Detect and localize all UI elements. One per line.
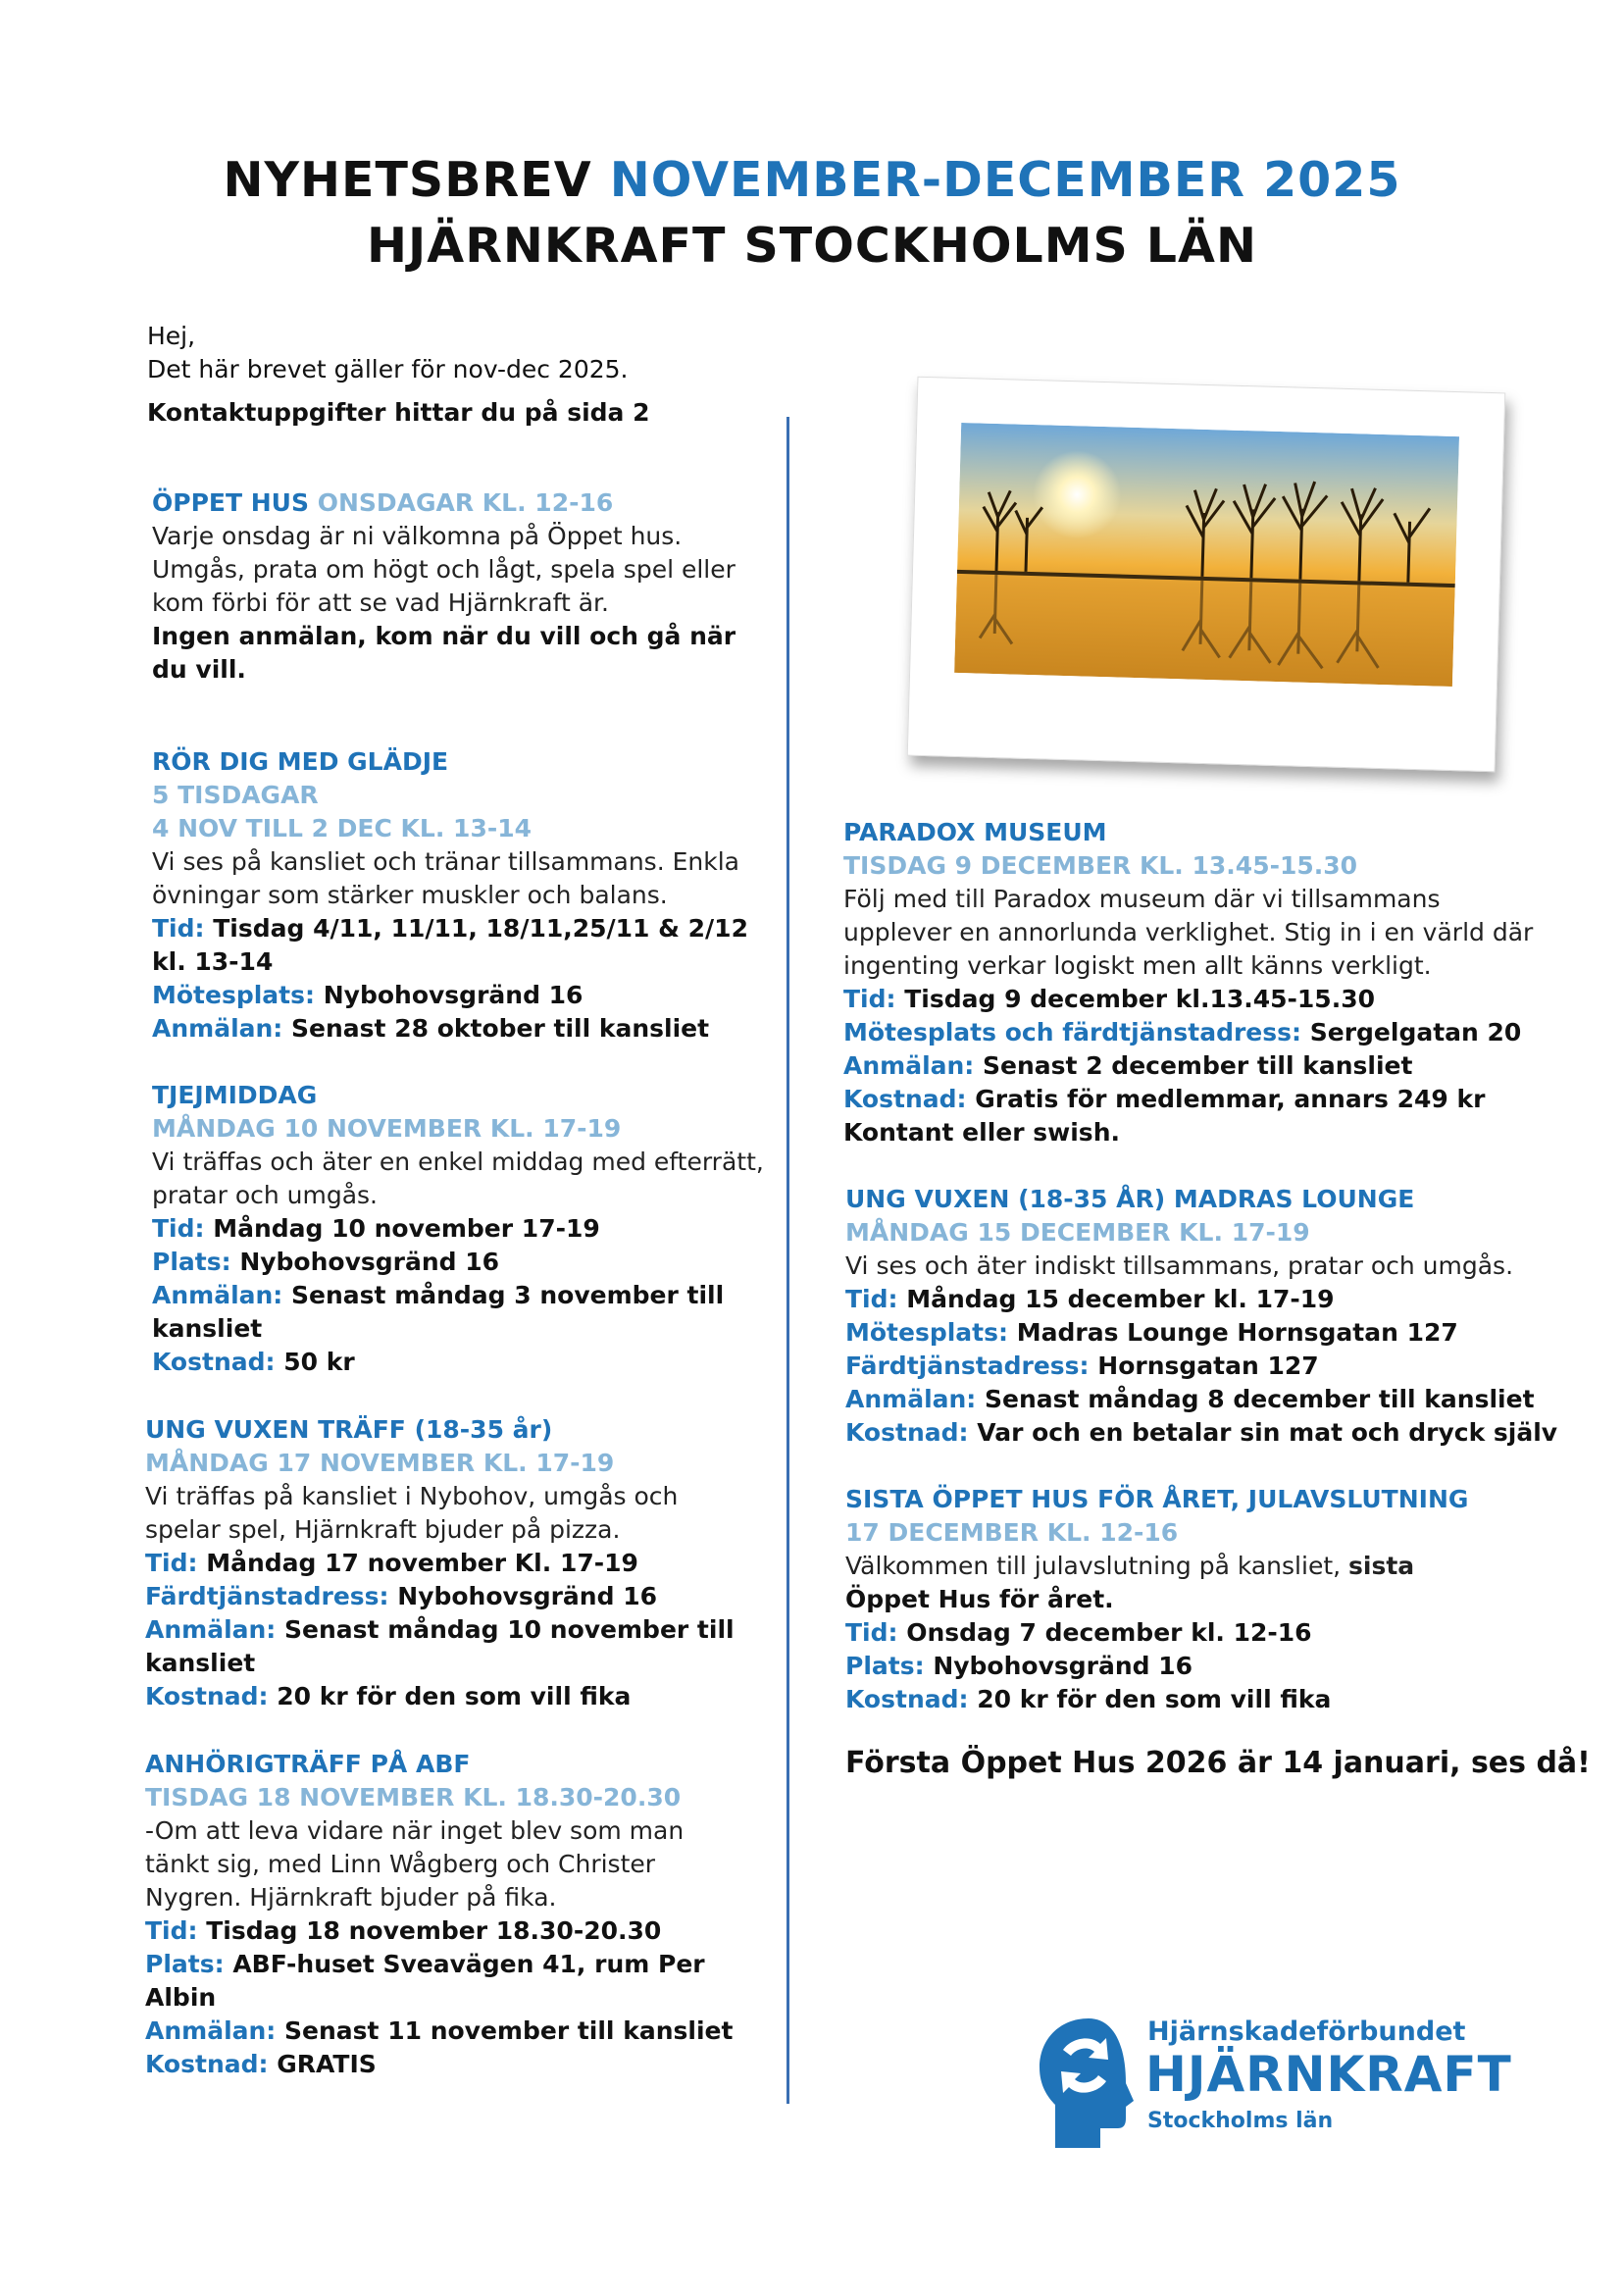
anmalan-row: [845, 1383, 1600, 1416]
row-value: Var och en betalar sin mat och dryck själv: [977, 1418, 1558, 1447]
row-value: Nybohovsgränd 16: [323, 981, 584, 1009]
body-line: ingenting verkar logiskt men allt känns verkligt.: [843, 951, 1432, 980]
section-heading: ANHÖRIGTRÄFF PÅ ABF: [145, 1750, 471, 1778]
row-value: GRATIS: [277, 2050, 377, 2078]
row-label: Tid:: [843, 985, 896, 1013]
row-label: Anmälan:: [843, 1051, 975, 1080]
kostnad-row: [152, 1346, 780, 1379]
body-plain: Välkommen till julavslutning på kansliet,: [845, 1552, 1342, 1580]
body-line: Vi träffas på kansliet i Nybohov, umgås och: [145, 1482, 679, 1510]
section-sista: [845, 1483, 1600, 1716]
kostnad-row: [145, 1680, 783, 1713]
section-subheading: TISDAG 9 DECEMBER KL. 13.45-15.30: [843, 851, 1358, 880]
row-label: Anmälan:: [152, 1281, 283, 1309]
intro: [147, 320, 650, 430]
intro-greeting: Hej,: [147, 322, 196, 350]
plats-row: [152, 979, 780, 1012]
row-label: Kostnad:: [145, 1682, 269, 1710]
logo-region: Stockholms län: [1147, 2109, 1334, 2133]
section-subheading: TISDAG 18 NOVEMBER KL. 18.30-20.30: [145, 1783, 682, 1811]
row-value: Måndag 15 december kl. 17-19: [906, 1285, 1335, 1313]
kostnad-row: [843, 1083, 1599, 1116]
row-value: Gratis för medlemmar, annars 249 kr: [975, 1085, 1486, 1113]
tid-row: [145, 1547, 783, 1580]
body-line: upplever en annorlunda verklighet. Stig in i en värld där: [843, 918, 1534, 946]
fardtjanst-row: [145, 1580, 783, 1613]
landscape-photo: [907, 377, 1506, 773]
body-line: Vi ses på kansliet och tränar tillsammans. Enkla: [152, 847, 739, 876]
row-value: Senast måndag 10 november till: [284, 1615, 735, 1644]
fardtjanst-row: [845, 1350, 1600, 1383]
body-line: övningar som stärker muskler och balans.: [152, 881, 668, 909]
row-value: Madras Lounge Hornsgatan 127: [1016, 1318, 1458, 1347]
head-logo-icon: [1032, 2011, 1140, 2158]
row-label: Plats:: [152, 1248, 231, 1276]
section-ung-vuxen: [145, 1413, 783, 1713]
kostnad-row-cont: Kontant eller swish.: [843, 1118, 1120, 1147]
row-value: 50 kr: [283, 1348, 355, 1376]
page-title: [0, 152, 1624, 208]
row-value: Nybohovsgränd 16: [933, 1652, 1193, 1680]
row-label: Kostnad:: [845, 1418, 969, 1447]
section-heading: SISTA ÖPPET HUS FÖR ÅRET, JULAVSLUTNING: [845, 1485, 1469, 1513]
intro-line: Det här brevet gäller för nov-dec 2025.: [147, 355, 629, 383]
row-label: Tid:: [145, 1549, 198, 1577]
bold-line: Ingen anmälan, kom när du vill och gå när: [152, 622, 736, 650]
tid-row-cont: kl. 13-14: [152, 947, 274, 976]
row-label: Kostnad:: [145, 2050, 269, 2078]
anmalan-row: [145, 2015, 783, 2048]
row-value: Måndag 10 november 17-19: [213, 1214, 600, 1243]
page-subtitle: HJÄRNKRAFT STOCKHOLMS LÄN: [367, 218, 1257, 274]
row-label: Tid:: [145, 1916, 198, 1945]
heading-dark: ÖPPET HUS: [152, 488, 309, 517]
body-line: [845, 1550, 1600, 1583]
body-bold: sista: [1348, 1552, 1415, 1580]
section-subheading: 4 NOV TILL 2 DEC KL. 13-14: [152, 814, 533, 842]
row-value: Senast måndag 8 december till kansliet: [985, 1385, 1535, 1413]
section-tjejmiddag: [152, 1079, 780, 1379]
row-label: Anmälan:: [145, 2016, 277, 2045]
body-line: Vi träffas och äter en enkel middag med efterrätt,: [152, 1148, 764, 1176]
anmalan-row: [843, 1049, 1599, 1083]
closing-message: Första Öppet Hus 2026 är 14 januari, ses då!: [845, 1746, 1591, 1780]
logo-name: HJÄRNKRAFT: [1145, 2046, 1512, 2103]
section-heading: UNG VUXEN TRÄFF (18-35 år): [145, 1415, 553, 1444]
tid-row: [145, 1914, 783, 1948]
title-prefix: NYHETSBREV: [223, 152, 592, 208]
row-value: Nybohovsgränd 16: [397, 1582, 657, 1610]
row-label: Tid:: [845, 1285, 898, 1313]
row-value: Senast 2 december till kansliet: [983, 1051, 1413, 1080]
section-subheading: MÅNDAG 10 NOVEMBER KL. 17-19: [152, 1114, 622, 1143]
section-oppet-hus: [152, 486, 760, 687]
row-value: Onsdag 7 december kl. 12-16: [906, 1618, 1312, 1647]
bold-line: du vill.: [152, 655, 246, 684]
row-label: Tid:: [845, 1618, 898, 1647]
row-value: Senast 28 oktober till kansliet: [291, 1014, 710, 1043]
tid-row: [152, 1212, 780, 1246]
plats-row: [152, 1246, 780, 1279]
section-subheading: 5 TISDAGAR: [152, 781, 319, 809]
anmalan-row-cont: kansliet: [152, 1314, 263, 1343]
body-line: -Om att leva vidare när inget blev som man: [145, 1816, 685, 1845]
body-line: Varje onsdag är ni välkomna på Öppet hus.: [152, 522, 683, 550]
row-label: Plats:: [145, 1950, 225, 1978]
row-label: Kostnad:: [152, 1348, 276, 1376]
tid-row: [843, 983, 1599, 1016]
tid-row: [845, 1616, 1600, 1650]
row-value: ABF-huset Sveavägen 41, rum Per Albin: [145, 1950, 705, 2012]
column-divider: [787, 417, 789, 2104]
plats-row: [145, 1948, 783, 2015]
row-value: 20 kr för den som vill fika: [277, 1682, 632, 1710]
anmalan-row: [152, 1012, 780, 1046]
row-label: Färdtjänstadress:: [845, 1352, 1090, 1380]
body-bold-line: Öppet Hus för året.: [845, 1585, 1114, 1613]
row-value: Senast 11 november till kansliet: [284, 2016, 734, 2045]
title-accent: NOVEMBER-DECEMBER 2025: [609, 152, 1401, 208]
section-heading: TJEJMIDDAG: [152, 1081, 318, 1109]
kostnad-row: [145, 2048, 783, 2081]
row-value: Nybohovsgränd 16: [239, 1248, 500, 1276]
anmalan-row: [152, 1279, 780, 1312]
anmalan-row-cont: kansliet: [145, 1649, 256, 1677]
section-heading: UNG VUXEN (18-35 ÅR) MADRAS LOUNGE: [845, 1185, 1415, 1213]
kostnad-row: [845, 1683, 1600, 1716]
row-value: Hornsgatan 127: [1097, 1352, 1319, 1380]
body-line: spelar spel, Hjärnkraft bjuder på pizza.: [145, 1515, 621, 1544]
tid-row: [845, 1283, 1600, 1316]
row-label: Mötesplats:: [152, 981, 316, 1009]
section-heading: [152, 486, 760, 520]
row-value: Måndag 17 november Kl. 17-19: [206, 1549, 638, 1577]
row-label: Tid:: [152, 1214, 205, 1243]
body-line: tänkt sig, med Linn Wågberg och Christer: [145, 1850, 656, 1878]
section-anhorig: [145, 1748, 783, 2081]
section-subheading: 17 DECEMBER KL. 12-16: [845, 1518, 1179, 1547]
section-subheading: MÅNDAG 15 DECEMBER KL. 17-19: [845, 1218, 1310, 1247]
row-label: Mötesplats och färdtjänstadress:: [843, 1018, 1302, 1046]
body-line: Följ med till Paradox museum där vi tillsammans: [843, 885, 1441, 913]
intro-contact: Kontaktuppgifter hittar du på sida 2: [147, 398, 650, 427]
plats-row: [845, 1650, 1600, 1683]
row-label: Mötesplats:: [845, 1318, 1009, 1347]
hjarnkraft-logo: [1032, 2001, 1512, 2158]
row-value: Tisdag 4/11, 11/11, 18/11,25/11 & 2/12: [213, 914, 748, 943]
body-line: pratar och umgås.: [152, 1181, 379, 1209]
body-line: Vi ses och äter indiskt tillsammans, pratar och umgås.: [845, 1251, 1514, 1280]
sunset-trees-image: [954, 423, 1459, 687]
anmalan-row: [145, 1613, 783, 1647]
row-value: Senast måndag 3 november till: [291, 1281, 725, 1309]
heading-light: ONSDAGAR KL. 12-16: [317, 488, 614, 517]
section-heading: PARADOX MUSEUM: [843, 818, 1107, 846]
tid-row: [152, 912, 780, 945]
body-line: Nygren. Hjärnkraft bjuder på fika.: [145, 1883, 557, 1912]
plats-row: [843, 1016, 1599, 1049]
section-ror-dig: [152, 745, 780, 1046]
row-value: 20 kr för den som vill fika: [977, 1685, 1332, 1713]
section-paradox: [843, 816, 1599, 1149]
row-label: Anmälan:: [152, 1014, 283, 1043]
row-label: Tid:: [152, 914, 205, 943]
row-value: Tisdag 18 november 18.30-20.30: [206, 1916, 662, 1945]
row-label: Kostnad:: [843, 1085, 967, 1113]
row-label: Anmälan:: [845, 1385, 977, 1413]
logo-org: Hjärnskadeförbundet: [1147, 2016, 1466, 2047]
section-madras: [845, 1183, 1600, 1450]
body-line: kom förbi för att se vad Hjärnkraft är.: [152, 588, 609, 617]
kostnad-row: [845, 1416, 1600, 1450]
row-label: Färdtjänstadress:: [145, 1582, 389, 1610]
row-value: Sergelgatan 20: [1309, 1018, 1522, 1046]
plats-row: [845, 1316, 1600, 1350]
section-subheading: MÅNDAG 17 NOVEMBER KL. 17-19: [145, 1449, 615, 1477]
body-line: Umgås, prata om högt och lågt, spela spel eller: [152, 555, 736, 584]
row-label: Kostnad:: [845, 1685, 969, 1713]
section-heading: RÖR DIG MED GLÄDJE: [152, 747, 449, 776]
row-label: Plats:: [845, 1652, 925, 1680]
row-label: Anmälan:: [145, 1615, 277, 1644]
row-value: Tisdag 9 december kl.13.45-15.30: [904, 985, 1375, 1013]
